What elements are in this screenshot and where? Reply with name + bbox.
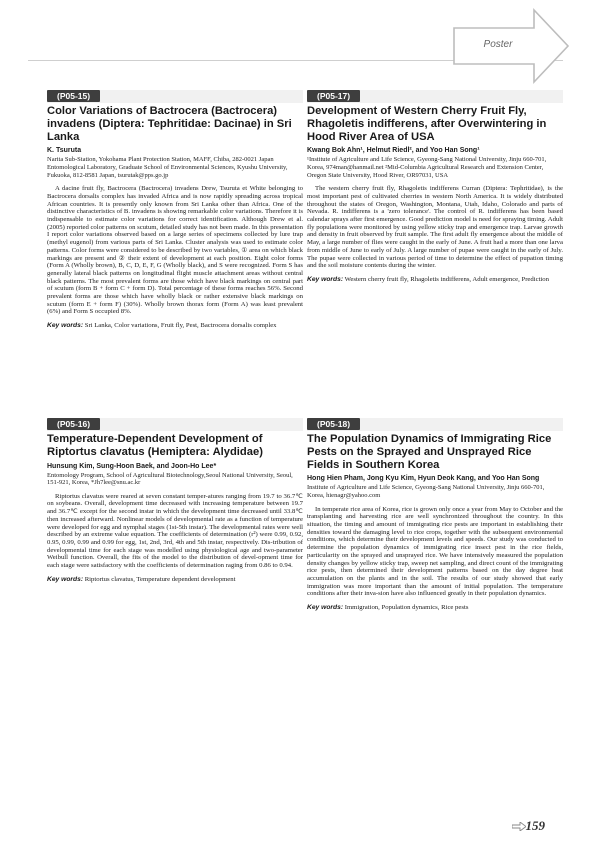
article-keywords (47, 322, 303, 330)
article-id-badge: (P05-16) (47, 418, 100, 430)
article-id-bar (307, 90, 563, 103)
article-affiliation: ¹Institute of Agriculture and Life Science, Gyeong-Sang National University, Jinju 660-701, Korea, 974man@hanmail.net ²Mid-Columbia Agricultural Research and Extension Center, Oregon State University, Hood River, OR97031, USA (307, 156, 547, 179)
article-affiliation: Narita Sub-Station, Yokohama Plant Protection Station, MAFF, Chiba, 282-0021 Japan Entomological Laboratory, Graduate School of Environmental Sciences, Kyushu University, Fukuoka, 812-8581 Japan, tsurutak@pps.go.jp (47, 156, 288, 179)
keywords-text: Immigration, Population dynamics, Rice pests (344, 604, 469, 612)
article-title: Color Variations of Bactrocera (Bactrocera) invadens (Diptera: Tephritidae: Dacinae) in Sri Lanka (47, 105, 292, 143)
article-p05-18 (307, 418, 563, 612)
article-authors: K. Tsuruta (47, 147, 82, 155)
article-keywords (307, 276, 563, 284)
article-p05-15 (47, 90, 303, 330)
article-abstract: A dacine fruit fly, Bactrocera (Bactrocera) invadens Drew, Tsuruta et White belonging to Bactrocera dorsalis complex has invaded Africa and is now rapidly spreading across tropical African countries. It is presently only known from Sri Lanka other than Africa. One of the distinctive characteristics of B. invadens is showing remarkable color variations. Therefore it is indispensable to estimate color variations for correct identification. Although Drew et al. (2005) reported color patterns on scutum, detailed study has not been made. In this presentation I report color variations observed based on a large series of specimens collected by lure trap (methyl eugenol) from various parts of Sri Lanka. Cluster analysis was used to estimate color patterns. Color forms were considered to be described by two variables, ① area on which black markings are present and ② their extent of development at each position. Eight color forms (Form A (Wholly brown), B, C, D, E, F, G (Wholly black), and S were recognized. Form S has generally lateral black patterns on longitudinal flight muscle attachment areas without central black patterns. The most prevalent forms are those which have black markings on central part of scutum (form B + form C + form D). Total percentage of these forms reaches 56%. Second prevalent forms are those which have wholly black or rather extensive black markings on scutum (form E + form F) (30%). Wholly brown thorax form (Form A) was least prevalent (6%) and Form S occupied 8%. (47, 185, 303, 316)
article-title: Temperature-Dependent Development of Riptortus clavatus (Hemiptera: Alydidae) (47, 433, 263, 458)
keywords-label: Key words: (47, 322, 84, 330)
article-id-badge: (P05-17) (307, 90, 360, 102)
article-id-badge: (P05-15) (47, 90, 100, 102)
article-abstract: The western cherry fruit fly, Rhagoletis indifferens Curran (Diptera: Tephritidae), is the most important pest of cultivated cherries in western North America. It is widely distributed throughout the states of Oregon, Washington, Montana, Utah, Idaho, Colorado and parts of Nevada. R. indifferens is a 'zero tolerance'. The control of R. indifferens has been based calendar sprays after first emergence. Good prediction model is need for spraying timing. Adult fly populations were monitored by using yellow sticky trap and emergence trap. Larvae growth and density in fruit observed by fruit sample. The first adult fly emergence about the middle of May, a large number of flies were caught in the early of June. A fruit had a more than one larva from middle of June to early of July. A large number of pupae were caught in the early of July. The pupae were collected in various period of time to determine the effect of pupation timing and the soil moisture contents during the winter. (307, 185, 563, 270)
article-p05-16 (47, 418, 303, 584)
article-id-badge: (P05-18) (307, 418, 360, 430)
keywords-label: Key words: (307, 604, 344, 612)
article-keywords (307, 604, 563, 612)
article-authors: Hunsung Kim, Sung-Hoon Baek, and Joon-Ho Lee* (47, 462, 217, 470)
page-arrow-icon (512, 822, 526, 831)
article-affiliation: Institute of Agriculture and Life Science, Gyeong-Sang National University, Jinju 660-701, Korea, hienagr@yahoo.com (307, 484, 545, 499)
section-label: Poster (483, 39, 513, 50)
keywords-text: Western cherry fruit fly, Rhagoletis indifferens, Adult emergence, Prediction (344, 275, 549, 283)
article-abstract: In temperate rice area of Korea, rice is grown only once a year from May to October and the transplanting and harvesting rice are well synchronized throughout the country. In this situation, the timing and amount of immigrating rice pests are important in establishing their densities toward the damaging level to rice crops, together with the subsequent environmental conditions, which determine their development levels and speeds. Our study was conducted to determine the population dynamics of immigrating rice insect pest in the rice fields, particularity on the sprayed and unsprayed rice. We have intensively measured the population density changes by yellow sticky trap, sweep net sampling, and direct count of the immigrating rice pests, then determined their development patterns based on the day degree heat accumulation on the plants and in the soil. The results of our study showed that early immigration was more important than the amount of initial population. The temperature conditions after their inva-sion have also influenced greatly in their population dynamics. (307, 505, 563, 598)
article-id-bar (47, 90, 303, 103)
article-id-bar (307, 418, 563, 431)
article-affiliation: Entomology Program, School of Agricultural Biotechnology,Seoul National University, Seoul, 151-921, Korea, *Jh7lee@snu.ac.kr (47, 471, 293, 487)
keywords-text: Riptortus clavatus, Temperature dependent development (84, 575, 236, 583)
article-p05-17 (307, 90, 563, 284)
article-abstract: Riptortus clavatus were reared at seven constant temper-atures ranging from 19.7 to 36.7℃ on soybeans. Overall, development time decreased with increasing temperature between 19.7 and 36.7℃ except for the second instar in which the development time decreased until 33.8℃ then increased afterward. Nonlinear models of developmental rate as a function of temperature were developed for egg and nymphal stages (1st-5th instar). The developmental rates were well described by an extreme value equation. The coefficients of determination (r²) were 0.99, 0.92, 0.95, 0.99, 0.99 and 0.99 for egg, 1st, 2nd, 3rd, 4th and 5th instar, respectively. Dis-tribution of developmental time for each stage was modelled using physiological age and two-parameter Weibull function. Overall, the fits of the model to the distribution of devel-opment time for each stage were satisfactory with the coefficients of determination raging from 0.86 to 0.94. (47, 492, 303, 570)
keywords-text: Sri Lanka, Color variations, Fruit fly, Pest, Bactrocera dorsalis complex (84, 322, 277, 330)
article-id-bar (47, 418, 303, 431)
keywords-label: Key words: (307, 275, 344, 283)
keywords-label: Key words: (47, 575, 84, 583)
article-authors: Hong Hien Pham, Jong Kyu Kim, Hyun Deok Kang, and Yoo Han Song (307, 475, 540, 483)
page-number: 159 (525, 818, 545, 833)
article-title: Development of Western Cherry Fruit Fly, Rhagoletis indifferens, after Overwintering in Hood River Area of USA (307, 105, 547, 143)
article-authors: Kwang Bok Ahn¹, Helmut Riedl², and Yoo Han Song¹ (307, 147, 480, 155)
article-keywords (47, 576, 303, 584)
article-title: The Population Dynamics of Immigrating Rice Pests on the Sprayed and Unsprayed Rice Fields in Southern Korea (307, 433, 552, 471)
